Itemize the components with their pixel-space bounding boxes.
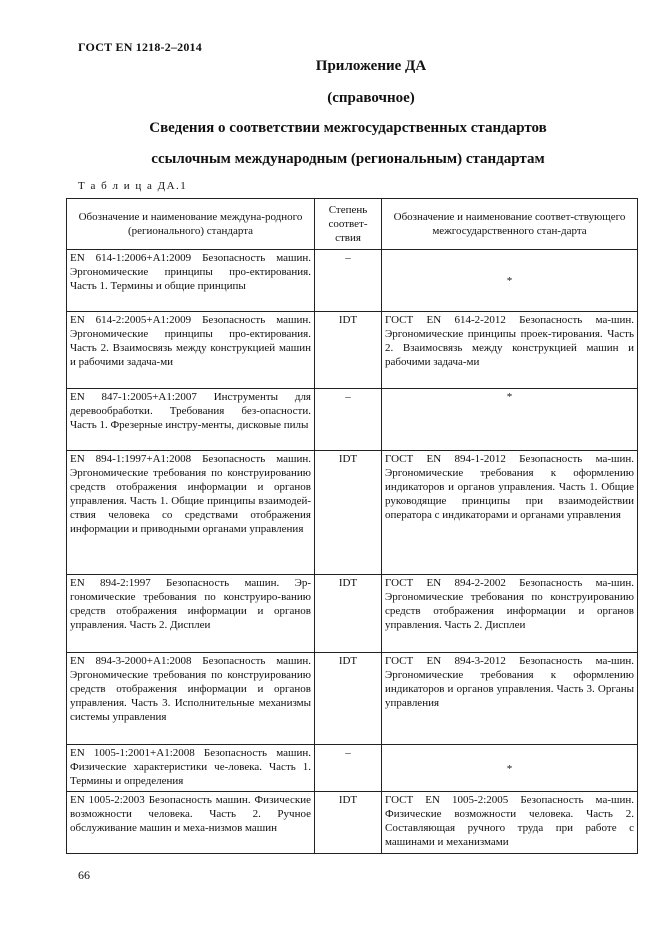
document-code: ГОСТ EN 1218-2–2014 (78, 40, 202, 54)
international-standard-cell: EN 847-1:2005+A1:2007 Инструменты для деревообработки. Требования без-опасности. Часть 1. Фрезерные инстру-менты, дисковые пилы (67, 389, 315, 451)
degree-cell: IDT (315, 312, 382, 389)
annex-type: (справочное) (327, 90, 415, 106)
table-row (67, 792, 638, 854)
column-header-international-standard: Обозначение и наименование междуна-родного (регионального) стандарта (67, 199, 315, 250)
section-heading-line-1: Сведения о соответствии межгосударственных стандартов (149, 120, 547, 136)
interstate-standard-cell: * (382, 745, 638, 792)
interstate-standard-cell: ГОСТ EN 614-2-2012 Безопасность ма-шин. Эргономические принципы проек-тирования. Часть 2. Взаимосвязь между конструкцией машин и рабочими задача-ми (382, 312, 638, 389)
interstate-standard-cell: ГОСТ EN 894-3-2012 Безопасность ма-шин. Эргономические требования к оформлению индикаторов и органов управления. Часть 3. Органы управления (382, 653, 638, 745)
degree-cell: – (315, 745, 382, 792)
table-row (67, 745, 638, 792)
annex-title: Приложение ДА (315, 58, 427, 74)
column-header-interstate-standard: Обозначение и наименование соответ-ствующего межгосударственного стан-дарта (382, 199, 638, 250)
degree-cell: – (315, 250, 382, 312)
interstate-standard-cell: * (382, 250, 638, 312)
page-number: 66 (78, 868, 90, 882)
table-row (67, 653, 638, 745)
interstate-standard-cell: ГОСТ EN 894-1-2012 Безопасность ма-шин. Эргономические требования к оформлению индикаторов и органов управления. Часть 1. Общие руководящие принципы при взаимодействии оператора с индикаторами и органами управления (382, 451, 638, 575)
interstate-standard-cell: ГОСТ EN 1005-2:2005 Безопасность ма-шин. Физические возможности человека. Часть 2. Составляющая ручного труда при работе с машинами и механизмами (382, 792, 638, 854)
table-row (67, 575, 638, 653)
international-standard-cell: EN 1005-1:2001+A1:2008 Безопасность машин. Физические характеристики че-ловека. Часть 1. Термины и определения (67, 745, 315, 792)
degree-cell: IDT (315, 575, 382, 653)
interstate-standard-cell: * (382, 389, 638, 451)
international-standard-cell: EN 614-2:2005+A1:2009 Безопасность машин. Эргономические принципы про-ектирования. Часть 2. Взаимосвязь между конструкцией машин и рабочими задача-ми (67, 312, 315, 389)
table-row (67, 312, 638, 389)
interstate-standard-cell: ГОСТ EN 894-2-2002 Безопасность ма-шин. Эргономические требования по конструированию средств отображения информации и органов управления. Часть 2. Дисплеи (382, 575, 638, 653)
degree-cell: – (315, 389, 382, 451)
degree-cell: IDT (315, 653, 382, 745)
section-heading-line-2: ссылочным международным (региональным) стандартам (151, 151, 545, 167)
international-standard-cell: EN 894-2:1997 Безопасность машин. Эр-гономические требования по конструиро-ванию средств отображения информации и органов управления. Часть 2. Дисплеи (67, 575, 315, 653)
table-label: Т а б л и ц а ДА.1 (78, 180, 188, 192)
table-row (67, 389, 638, 451)
degree-cell: IDT (315, 451, 382, 575)
column-header-degree: Степень соответ-ствия (315, 199, 382, 250)
correspondence-table (66, 198, 638, 854)
degree-cell: IDT (315, 792, 382, 854)
table-row (67, 250, 638, 312)
table-row (67, 451, 638, 575)
international-standard-cell: EN 894-3-2000+A1:2008 Безопасность машин. Эргономические требования по конструированию средств отображения информации и органов управления. Часть 3. Исполнительные механизмы системы управления (67, 653, 315, 745)
international-standard-cell: EN 614-1:2006+A1:2009 Безопасность машин. Эргономические принципы про-ектирования. Часть 1. Термины и общие принципы (67, 250, 315, 312)
table-header-row (67, 199, 638, 250)
international-standard-cell: EN 1005-2:2003 Безопасность машин. Физические возможности человека. Часть 2. Ручное обслуживание машин и меха-низмов машин (67, 792, 315, 854)
international-standard-cell: EN 894-1:1997+A1:2008 Безопасность машин. Эргономические требования по конструированию средств отображения информации и органов управления. Часть 1. Общие принципы взаимодей-ствия человека со средствами отображения информации и приводными органами управления (67, 451, 315, 575)
